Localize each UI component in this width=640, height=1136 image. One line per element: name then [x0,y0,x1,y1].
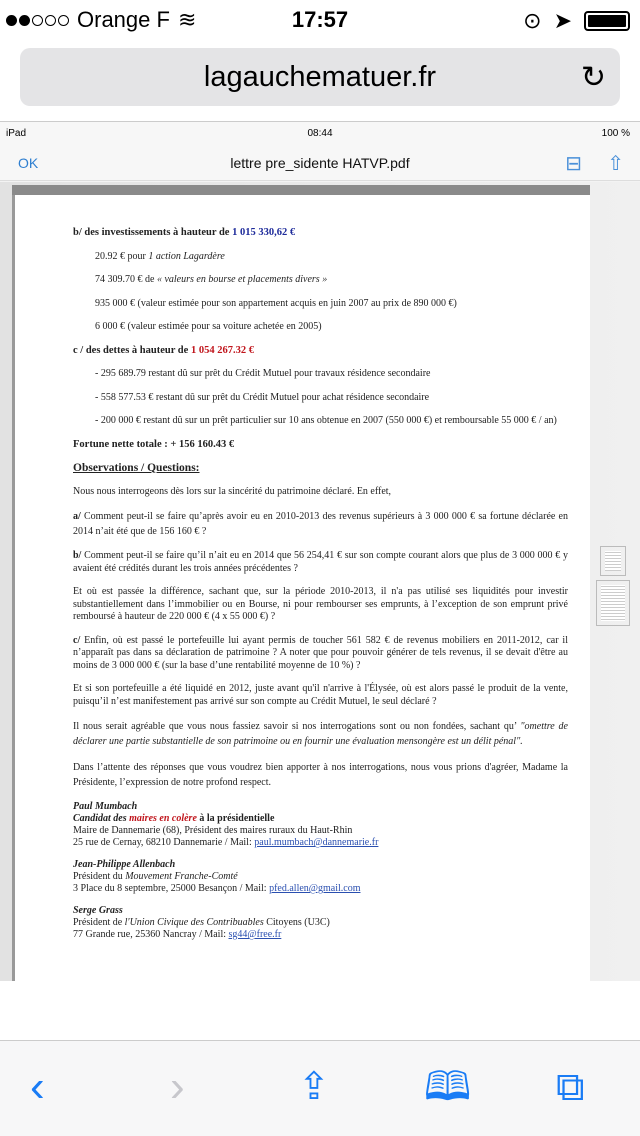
bookmarks-icon[interactable]: 🕮 [424,1065,472,1109]
signer-title: Président du [73,871,126,882]
share-icon[interactable]: ⇧ [607,153,624,175]
back-icon[interactable]: ‹ [30,1062,45,1111]
label: b/ [73,550,82,561]
observations-heading: Observations / Questions: [73,462,200,474]
investments-amount: 1 015 330,62 € [232,227,296,238]
tabs-icon[interactable]: ⧉ [556,1065,585,1109]
signer-title: Président de [73,917,125,928]
organization: Mouvement Franche-Comté [125,871,238,882]
paragraph: Il nous serait agréable que vous nous fassiez savoir si nos interrogations sont ou non fondées, sachant qu’ [73,721,521,732]
wifi-icon: ≋ [177,7,197,32]
ipad-status-bar [0,122,640,144]
battery-icon [584,11,630,31]
list-item: 20.92 € pour [95,250,149,262]
page-thumbnails [596,546,630,630]
lock-rotation-icon: ⊙ [523,8,542,33]
list-item: « valeurs en bourse et placements divers » [156,274,328,285]
signature-1 [73,801,568,849]
toolbox-icon[interactable]: ⊟ [565,153,582,175]
organization: Citoyens (U3C) [263,917,330,928]
address-bar[interactable] [20,48,620,106]
role: Candidat des [73,813,130,824]
carrier: Orange F [77,7,170,32]
reload-icon[interactable]: ↻ [580,61,606,94]
paragraph: Et où est passée la différence, sachant que, sur la période 2010-2013, il n'a pas utilisé ses liquidités pour investir substantiellement dans l’immobilier ou en Bourse, ni pour rembourser ses emprunts, à l’exception de son emprunt privé remboursé à hauteur de 220 000 € (4 x 55 000 €) ? [73,586,568,622]
signer-name: Serge Grass [73,905,123,916]
ipad-battery: 100 % [601,128,630,139]
url[interactable]: lagauchematuer.fr [203,61,437,93]
signature-2 [73,859,568,895]
list-item: 74 309.70 € de [95,274,157,285]
embedded-screenshot [0,121,640,981]
pdf-nav-bar [0,144,640,181]
quote: "omettre de déclarer une partie substantielle de son patrimoine ou en fournir une évaluation mensongère est un délit pénal". [73,721,568,747]
signer-address: 25 rue de Cernay, 68210 Dannemarie / Mail: [73,837,255,848]
paragraph: Dans l’attente des réponses que vous voudrez bien apporter à nos interrogations, nous vous prions d'agréer, Madame la Présidente, l’expression de notre profond respect. [73,762,568,788]
signature-3 [73,905,568,941]
paragraph: Comment peut-il se faire qu’il n’ait eu en 2014 que 56 254,41 € sur son compte courant alors que plus de 3 000 000 € y avaient été crédités durant les trois années précédentes ? [73,550,568,574]
forward-icon[interactable]: › [170,1062,185,1111]
clock: 17:57 [291,7,349,32]
list-item: 935 000 € (valeur estimée pour son appartement acquis en juin 2007 au prix de 890 000 €) [95,297,457,309]
safari-toolbar [0,1040,640,1136]
thumbnail-page-2[interactable] [596,580,630,626]
label: c/ [73,634,81,646]
role-highlight: maires en colère [129,813,197,824]
email-link[interactable]: pfed.allen@gmail.com [269,883,361,894]
list-item: - 558 577.53 € restant dû sur prêt du Crédit Mutuel pour achat résidence secondaire [95,391,430,403]
pdf-viewer [0,182,640,981]
signer-address: 3 Place du 8 septembre, 25000 Besançon / Mail: [73,883,270,894]
debts-amount: 1 054 267.32 € [190,344,254,356]
paragraph: Et si son portefeuille a été liquidé en 2012, juste avant qu'il n'arrive à l'Élysée, où est alors passé le produit de la vente, puisqu’il n’est manifestement pas arrivé sur son compte au Crédit Mutuel, le seul déclaré ? [73,683,568,707]
email-link[interactable]: sg44@free.fr [228,929,282,940]
signer-name: Paul Mumbach [73,801,138,812]
list-item: 6 000 € (valeur estimée pour sa voiture achetée en 2005) [95,321,322,332]
signer-name: Jean-Philippe Allenbach [73,859,176,870]
list-item: - 200 000 € restant dû sur un prêt particulier sur 10 ans obtenue en 2007 (550 000 €) et remboursable 55 000 € / an) [95,415,557,426]
share-icon[interactable]: ⇪ [298,1066,330,1108]
signer-title: Maire de Dannemarie (68), Président des maires ruraux du Haut-Rhin [73,825,353,836]
role: à la présidentielle [196,813,275,824]
location-icon: ➤ [553,8,572,33]
organization: l'Union Civique des Contribuables [124,917,264,928]
section-b-heading: b/ des investissements à hauteur de [73,227,233,238]
email-link[interactable]: paul.mumbach@dannemarie.fr [254,837,379,848]
pdf-page [12,195,590,981]
thumbnail-page-1[interactable] [600,546,626,576]
ios-status-bar [0,0,640,40]
ipad-time: 08:44 [307,128,333,139]
label: a/ [73,511,81,522]
paragraph: Nous nous interrogeons dès lors sur la sincérité du patrimoine déclaré. En effet, [73,485,392,497]
signer-address: 77 Grande rue, 25360 Nancray / Mail: [73,929,229,940]
paragraph: Comment peut-il se faire qu’après avoir eu en 2010-2013 des revenus supérieurs à 3 000 000 € sa fortune déclarée en 2014 n’ait été que de 156 160 € ? [73,511,568,537]
ok-button[interactable]: OK [18,155,39,171]
ipad-label: iPad [6,128,27,139]
pdf-title: lettre pre_sidente HATVP.pdf [230,155,410,171]
section-c-heading: c / des dettes à hauteur de [73,344,191,356]
net-worth: Fortune nette totale : + 156 160.43 € [73,438,235,450]
paragraph: Enfin, où est passé le portefeuille lui ayant permis de toucher 561 582 € de revenus mobiliers en 2011-2012, car il n’apparaît pas dans sa déclaration de patrimoine ? A noter que pour pouvoir générer de tels revenus, il se devait d'être au moins de 3 000 000 € (sur la base d’une rentabilité moyenne de 10 %) ? [73,634,568,671]
list-item: - 295 689.79 restant dû sur prêt du Crédit Mutuel pour travaux résidence secondaire [95,368,431,379]
list-item: 1 action Lagardère [148,250,225,262]
